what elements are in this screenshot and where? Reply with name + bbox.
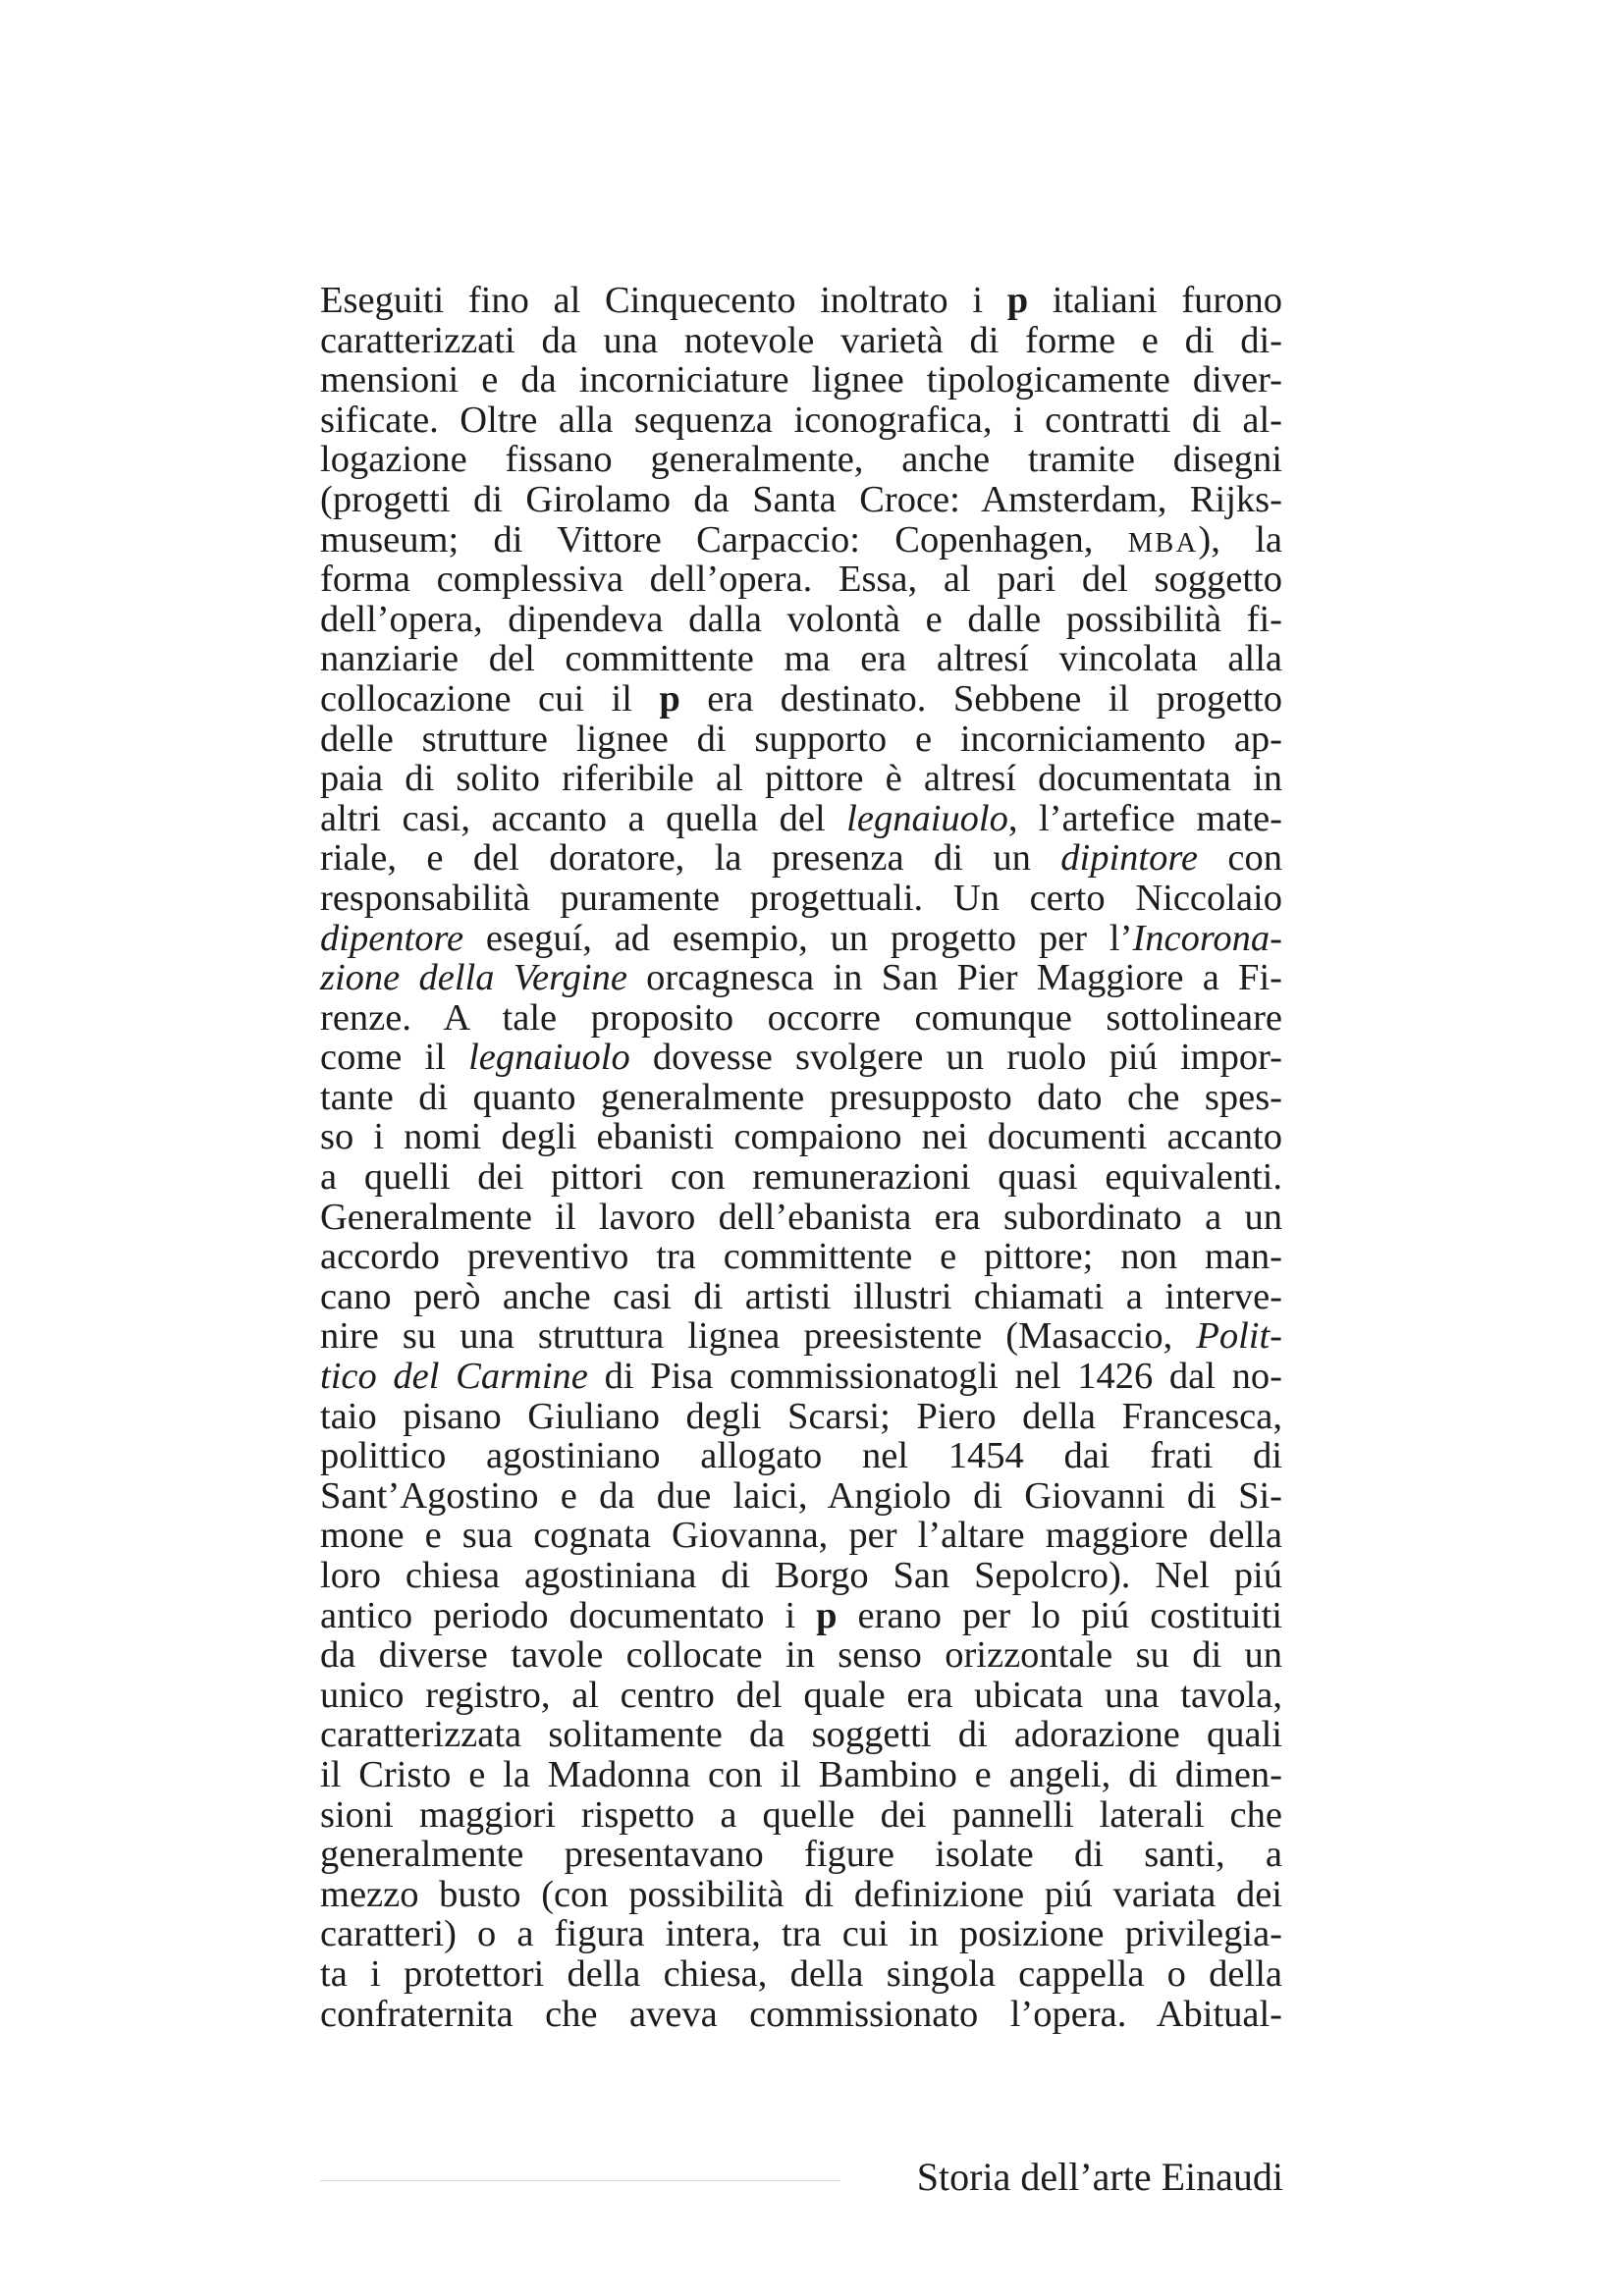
text-line bbox=[320, 838, 1282, 879]
text-segment: p bbox=[816, 1594, 838, 1636]
text-segment: responsabilità puramente progettuali. Un certo Niccolaio bbox=[320, 877, 1282, 919]
text-segment: forma complessiva dell’opera. Essa, al pari del soggetto bbox=[320, 559, 1282, 601]
text-line bbox=[320, 1676, 1282, 1716]
text-line bbox=[320, 1476, 1282, 1517]
text-line bbox=[320, 958, 1282, 998]
text-segment: nanziarie del committente ma era altresí vincolata alla bbox=[320, 638, 1282, 680]
text-line bbox=[320, 759, 1282, 799]
text-line bbox=[320, 1436, 1282, 1476]
text-line bbox=[320, 1715, 1282, 1755]
text-segment: loro chiesa agostiniana di Borgo San Sepolcro). Nel piú bbox=[320, 1555, 1282, 1596]
text-segment: Eseguiti fino al Cinquecento inoltrato i bbox=[320, 280, 1007, 321]
text-line bbox=[320, 1038, 1282, 1078]
text-line bbox=[320, 560, 1282, 600]
text-line bbox=[320, 1795, 1282, 1836]
text-segment: Polit- bbox=[1196, 1315, 1282, 1358]
text-line bbox=[320, 1157, 1282, 1198]
text-segment: confraternita che aveva commissionato l’opera. Abitual- bbox=[320, 1993, 1282, 2035]
text-line bbox=[320, 1875, 1282, 1915]
text-segment: generalmente presentavano figure isolate di santi, a bbox=[320, 1834, 1282, 1876]
text-segment: polittico agostiniano allogato nel 1454 dai frati di bbox=[320, 1435, 1282, 1477]
text-segment: caratterizzati da una notevole varietà di forme e di di- bbox=[320, 319, 1282, 361]
text-line bbox=[320, 400, 1282, 441]
text-segment: antico periodo documentato i bbox=[320, 1594, 817, 1636]
text-segment: dipintore bbox=[1060, 837, 1198, 880]
text-segment: so i nomi degli ebanisti compaiono nei documenti accanto bbox=[320, 1116, 1282, 1158]
text-segment: con bbox=[1197, 837, 1282, 880]
text-segment: taio pisano Giuliano degli Scarsi; Piero della Francesca, bbox=[320, 1395, 1282, 1437]
text-segment: ), la bbox=[1198, 518, 1282, 561]
text-segment: MBA bbox=[1127, 527, 1199, 559]
text-segment: sioni maggiori rispetto a quelle dei pannelli laterali che bbox=[320, 1793, 1282, 1836]
text-line bbox=[320, 720, 1282, 760]
text-segment: mone e sua cognata Giovanna, per l’altare maggiore della bbox=[320, 1515, 1282, 1557]
text-segment: zione della Vergine bbox=[320, 957, 627, 999]
text-segment: orcagnesca in San Pier Maggiore a Fi- bbox=[626, 957, 1282, 999]
text-line bbox=[320, 1277, 1282, 1317]
text-line bbox=[320, 360, 1282, 400]
text-line bbox=[320, 1316, 1282, 1357]
text-line bbox=[320, 1516, 1282, 1556]
text-segment: di Pisa commissionatogli nel 1426 dal no- bbox=[587, 1356, 1282, 1398]
text-segment: eseguí, ad esempio, un progetto per l’ bbox=[463, 917, 1133, 959]
text-line bbox=[320, 520, 1282, 561]
text-segment: accordo preventivo tra committente e pittore; non man- bbox=[320, 1236, 1282, 1278]
text-segment: renze. A tale proposito occorre comunque sottolineare bbox=[320, 996, 1282, 1039]
text-segment: (progetti di Girolamo da Santa Croce: Amsterdam, Rijks- bbox=[320, 478, 1282, 520]
text-segment: dovesse svolgere un ruolo piú impor- bbox=[629, 1037, 1282, 1079]
text-line bbox=[320, 879, 1282, 919]
text-segment: cano però anche casi di artisti illustri chiamati a interve- bbox=[320, 1275, 1282, 1317]
text-line bbox=[320, 281, 1282, 321]
text-line bbox=[320, 1755, 1282, 1795]
text-segment: da diverse tavole collocate in senso orizzontale su di un bbox=[320, 1634, 1282, 1677]
footer-rule bbox=[320, 2180, 840, 2181]
text-segment: altri casi, accanto a quella del bbox=[320, 797, 847, 839]
text-segment: caratteri) o a figura intera, tra cui in posizione privilegia- bbox=[320, 1913, 1282, 1955]
text-segment: logazione fissano generalmente, anche tramite disegni bbox=[320, 439, 1282, 481]
text-segment: legnaiuolo bbox=[846, 797, 1008, 839]
text-segment: il Cristo e la Madonna con il Bambino e angeli, di dimen- bbox=[320, 1753, 1282, 1795]
text-segment: unico registro, al centro del quale era ubicata una tavola, bbox=[320, 1674, 1282, 1716]
text-line bbox=[320, 1995, 1282, 2035]
text-line bbox=[320, 998, 1282, 1039]
text-line bbox=[320, 1914, 1282, 1954]
text-segment: dipentore bbox=[320, 917, 464, 959]
text-line bbox=[320, 679, 1282, 720]
text-segment: Incorona- bbox=[1132, 917, 1282, 959]
text-line bbox=[320, 321, 1282, 361]
text-line bbox=[320, 440, 1282, 480]
text-segment: museum; di Vittore Carpaccio: Copenhagen, bbox=[320, 518, 1128, 561]
text-line bbox=[320, 1078, 1282, 1118]
text-line bbox=[320, 1357, 1282, 1397]
text-line bbox=[320, 480, 1282, 520]
text-line bbox=[320, 919, 1282, 959]
text-line bbox=[320, 1635, 1282, 1676]
text-line bbox=[320, 799, 1282, 839]
text-segment: p bbox=[659, 677, 680, 720]
footer-title: Storia dell’arte Einaudi bbox=[916, 2155, 1283, 2199]
text-line bbox=[320, 1397, 1282, 1437]
text-line bbox=[320, 1556, 1282, 1596]
text-segment: a quelli dei pittori con remunerazioni quasi equivalenti. bbox=[320, 1156, 1282, 1199]
text-segment: p bbox=[1006, 280, 1029, 321]
text-segment: Sant’Agostino e da due laici, Angiolo di Giovanni di Si- bbox=[320, 1474, 1282, 1517]
text-segment: tante di quanto generalmente presupposto dato che spes- bbox=[320, 1076, 1282, 1118]
text-segment: legnaiuolo bbox=[468, 1037, 630, 1079]
text-line bbox=[320, 600, 1282, 640]
text-segment: , l’artefice mate- bbox=[1007, 797, 1282, 839]
body-text bbox=[320, 281, 1282, 2034]
text-segment: tico del Carmine bbox=[320, 1356, 588, 1398]
text-segment: nire su una struttura lignea preesistente (Masaccio, bbox=[320, 1315, 1197, 1358]
text-segment: sificate. Oltre alla sequenza iconografica, i contratti di al- bbox=[320, 399, 1282, 441]
text-segment: riale, e del doratore, la presenza di un bbox=[320, 837, 1061, 880]
text-segment: paia di solito riferibile al pittore è altresí documentata in bbox=[320, 758, 1282, 800]
text-segment: delle strutture lignee di supporto e incorniciamento ap- bbox=[320, 718, 1282, 760]
text-segment: dell’opera, dipendeva dalla volontà e dalle possibilità fi- bbox=[320, 598, 1282, 640]
text-segment: collocazione cui il bbox=[320, 677, 660, 720]
text-segment: mensioni e da incorniciature lignee tipologicamente diver- bbox=[320, 359, 1282, 401]
text-segment: mezzo busto (con possibilità di definizione piú variata dei bbox=[320, 1873, 1282, 1915]
text-segment: italiani furono bbox=[1028, 280, 1282, 321]
text-line bbox=[320, 1596, 1282, 1636]
text-line bbox=[320, 1835, 1282, 1875]
text-line bbox=[320, 1954, 1282, 1995]
text-segment: ta i protettori della chiesa, della singola cappella o della bbox=[320, 1952, 1282, 1995]
text-segment: come il bbox=[320, 1037, 469, 1079]
text-line bbox=[320, 1237, 1282, 1277]
text-segment: Generalmente il lavoro dell’ebanista era subordinato a un bbox=[320, 1196, 1282, 1238]
text-line bbox=[320, 1198, 1282, 1238]
text-segment: era destinato. Sebbene il progetto bbox=[679, 677, 1282, 720]
text-segment: caratterizzata solitamente da soggetti di adorazione quali bbox=[320, 1714, 1282, 1756]
text-segment: erano per lo piú costituiti bbox=[837, 1594, 1282, 1636]
text-line bbox=[320, 1117, 1282, 1157]
text-line bbox=[320, 639, 1282, 679]
